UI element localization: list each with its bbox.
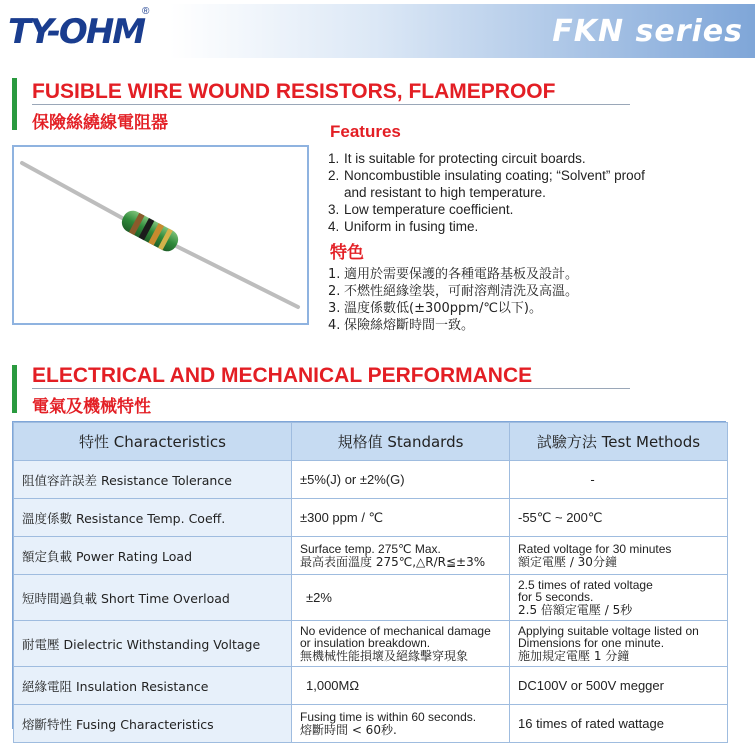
cell-test-method: - xyxy=(510,461,728,499)
cell-test-method: 2.5 times of rated voltage for 5 seconds. 2.5 倍額定電壓 / 5秒 xyxy=(510,575,728,621)
cell-standard: Surface temp. 275℃ Max. 最高表面溫度 275℃,△R/R≦±3% xyxy=(292,537,510,575)
list-item: 4. Uniform in fusing time. xyxy=(328,219,479,234)
tyohm-logo xyxy=(8,6,156,56)
cell-test-method: Rated voltage for 30 minutes 額定電壓 / 30分鐘 xyxy=(510,537,728,575)
section-title-performance: ELECTRICAL AND MECHANICAL PERFORMANCE xyxy=(32,364,533,387)
list-item: 1. 適用於需要保護的各種電路基板及設計。 xyxy=(328,267,579,282)
column-header-standards: 規格值 Standards xyxy=(292,423,510,461)
cell-standard: ±2% xyxy=(292,575,510,621)
list-item: 2. 不燃性絕緣塗裝，可耐溶劑清洗及高溫。 xyxy=(328,284,579,299)
resistor-illustration xyxy=(14,147,307,323)
features-title-cn: 特色 xyxy=(330,243,364,263)
column-header-characteristics: 特性 Characteristics xyxy=(14,423,292,461)
cell-standard: Fusing time is within 60 seconds. 熔斷時間 < 60秒. xyxy=(292,705,510,743)
list-item: 1. It is suitable for protecting circuit boards. xyxy=(328,151,586,166)
list-item: 3. 溫度係數低(±300ppm/℃以下)。 xyxy=(328,301,542,316)
list-item: 3. Low temperature coefficient. xyxy=(328,202,514,217)
table-row xyxy=(14,621,728,667)
cell-characteristic: 絕緣電阻 Insulation Resistance xyxy=(14,667,292,705)
section-accent-bar xyxy=(12,78,17,130)
table-row xyxy=(14,667,728,705)
section-title-product-cn: 保險絲繞線電阻器 xyxy=(32,113,168,133)
cell-test-method: -55℃ ~ 200℃ xyxy=(510,499,728,537)
registered-mark: ® xyxy=(142,6,150,17)
cell-test-method: 16 times of rated wattage xyxy=(510,705,728,743)
table-row xyxy=(14,499,728,537)
column-header-test-methods: 試驗方法 Test Methods xyxy=(510,423,728,461)
cell-characteristic: 耐電壓 Dielectric Withstanding Voltage xyxy=(14,621,292,667)
table-row xyxy=(14,575,728,621)
features-list xyxy=(328,150,753,235)
section-title-performance-cn: 電氣及機械特性 xyxy=(32,397,151,417)
page-header xyxy=(0,0,755,62)
table-row xyxy=(14,705,728,743)
features-title: Features xyxy=(330,122,401,141)
cell-characteristic: 阻值容許誤差 Resistance Tolerance xyxy=(14,461,292,499)
cell-standard: ±300 ppm / ℃ xyxy=(292,499,510,537)
section-accent-bar xyxy=(12,365,17,413)
cell-characteristic: 額定負載 Power Rating Load xyxy=(14,537,292,575)
section-title-product: FUSIBLE WIRE WOUND RESISTORS, FLAMEPROOF xyxy=(32,80,556,103)
list-item: 4. 保險絲熔斷時間一致。 xyxy=(328,318,475,333)
cell-characteristic: 熔斷特性 Fusing Characteristics xyxy=(14,705,292,743)
cell-test-method: Applying suitable voltage listed on Dimensions for one minute. 施加規定電壓 1 分鐘 xyxy=(510,621,728,667)
table-row xyxy=(14,537,728,575)
cell-standard: ±5%(J) or ±2%(G) xyxy=(292,461,510,499)
features-list-cn xyxy=(328,266,753,334)
cell-standard: 1,000MΩ xyxy=(292,667,510,705)
series-title: FKN series xyxy=(552,14,743,49)
table-row xyxy=(14,461,728,499)
cell-standard: No evidence of mechanical damage or insulation breakdown. 無機械性能損壞及絕緣擊穿現象 xyxy=(292,621,510,667)
cell-test-method: DC100V or 500V megger xyxy=(510,667,728,705)
section-divider xyxy=(32,104,630,105)
list-item: 2. Noncombustible insulating coating; “Solvent” proof xyxy=(328,168,645,183)
resistor-image xyxy=(12,145,309,325)
cell-characteristic: 溫度係數 Resistance Temp. Coeff. xyxy=(14,499,292,537)
list-item: and resistant to high temperature. xyxy=(344,185,546,200)
cell-characteristic: 短時間過負載 Short Time Overload xyxy=(14,575,292,621)
logo-text: TY-OHM xyxy=(8,12,145,52)
performance-table xyxy=(12,421,726,737)
header-gradient-bar xyxy=(170,4,755,58)
section-divider xyxy=(32,388,630,389)
